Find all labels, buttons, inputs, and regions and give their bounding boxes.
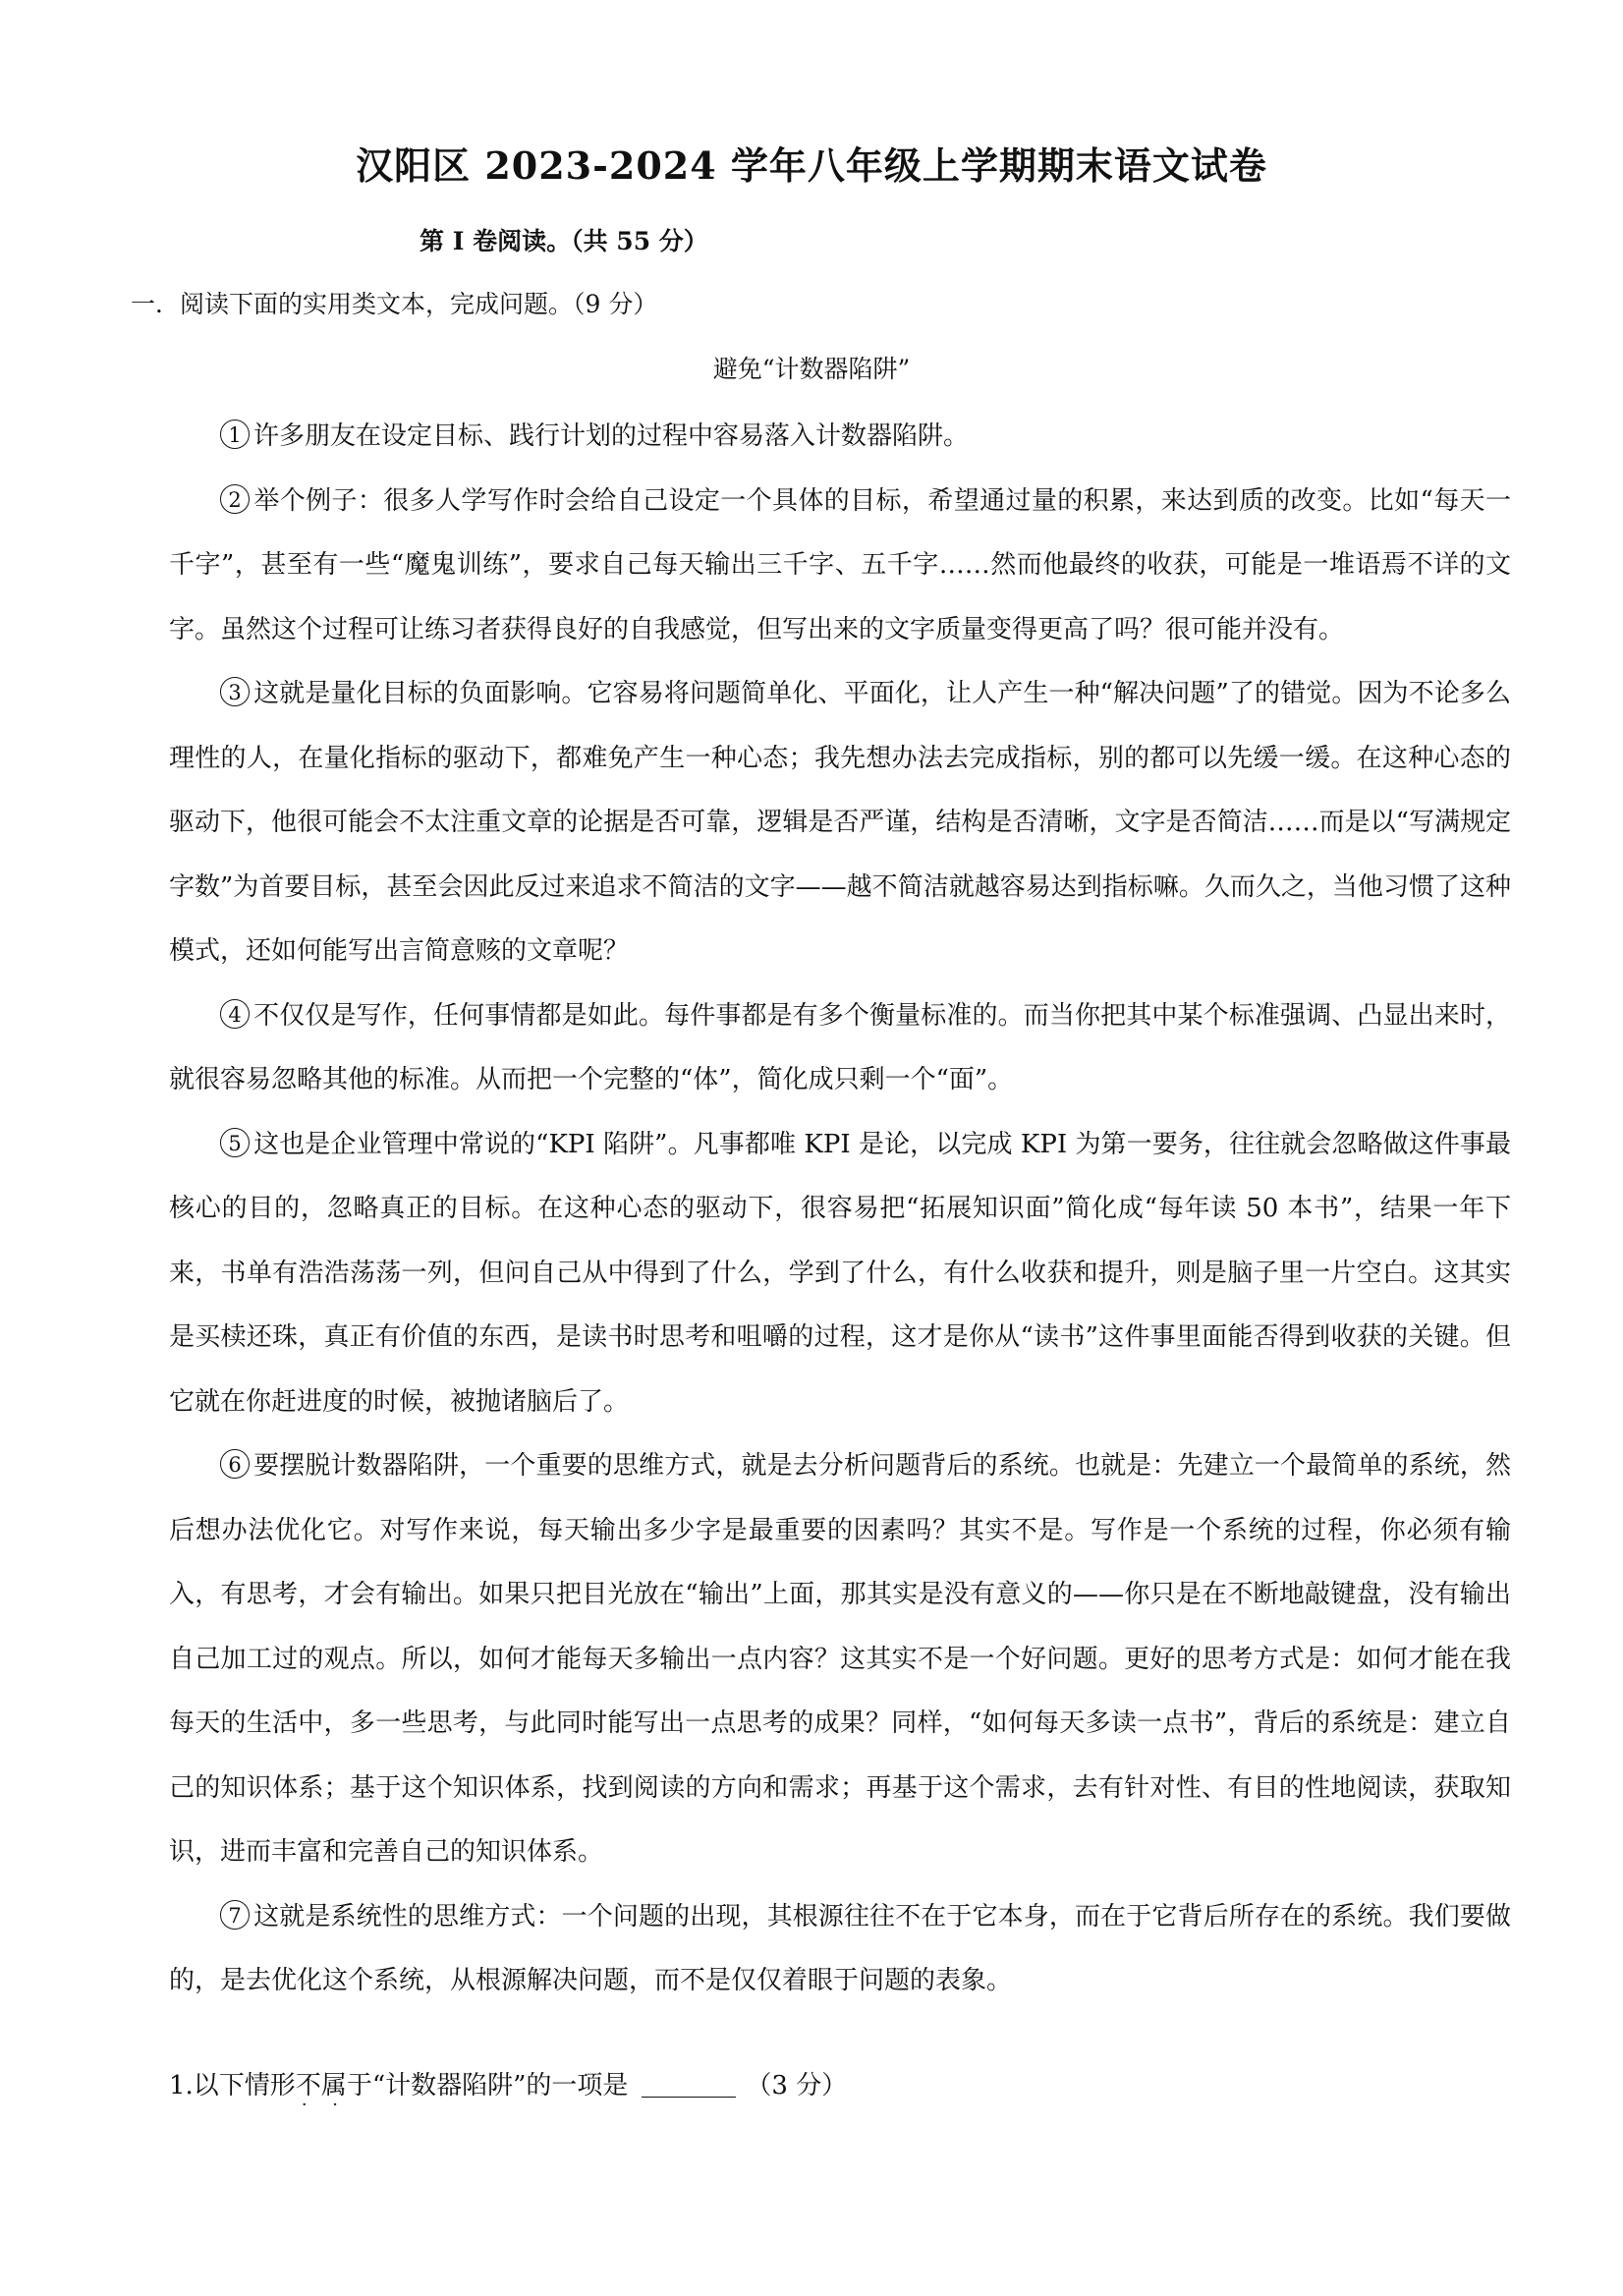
paragraph-number: 5 [220,1128,250,1157]
paragraph-3 [169,662,1511,984]
paragraph-4 [169,984,1511,1113]
paragraph-7 [169,1885,1511,2014]
paragraph-number: 7 [220,1900,250,1930]
paragraph-text: 许多朋友在设定目标、践行计划的过程中容易落入计数器陷阱。 [253,421,970,451]
section-heading: 第 I 卷阅读。（共 55 分） [420,227,708,255]
paragraph-text: 这就是量化目标的负面影响。它容易将问题简单化、平面化，让人产生一种“解决问题”了的错觉。因为不论多么理性的人，在量化指标的驱动下，都难免产生一种心态；我先想办法去完成指标，别的都可以先缓一缓。在这种心态的驱动下，他很可能会不太注重文章的论据是否可靠，逻辑是否严谨，结构是否清晰，文字是否简洁……而是以“写满规定字数”为首要目标，甚至会因此反过来追求不简洁的文字——越不简洁就越容易达到指标嘛。久而久之，当他习惯了这种模式，还如何能写出言简意赅的文章呢？ [169,679,1511,966]
article-title: 避免“计数器陷阱” [712,355,911,383]
question-1-score: （3 分） [746,2071,848,2100]
paragraph-number: 6 [220,1449,250,1479]
question-1 [169,2065,847,2101]
paragraph-number: 4 [220,999,250,1029]
paragraph-1 [169,405,1511,470]
paragraph-2 [169,470,1511,663]
exam-title: 汉阳区 2023-2024 学年八年级上学期期末语文试卷 [356,143,1267,188]
question-1-prefix: 1.以下情形 [169,2071,296,2100]
paragraph-text: 这也是企业管理中常说的“KPI 陷阱”。凡事都唯 KPI 是论，以完成 KPI 为第一要务，往往就会忽略做这件事最核心的目的，忽略真正的目标。在这种心态的驱动下，很容易把“拓展知识面”简化成“每年读 50 本书”，结果一年下来，书单有浩浩荡荡一列，但问自己从中得到了什么，学到了什么，有什么收获和提升，则是脑子里一片空白。这其实是买椟还珠，真正有价值的东西，是读书时思考和咀嚼的过程，这才是你从“读书”这件事里面能否得到收获的关键。但它就在你赶进度的时候，被抛诸脑后了。 [169,1129,1511,1417]
paragraph-number: 3 [220,677,250,706]
paragraph-number: 2 [220,484,250,514]
paragraph-number: 1 [220,420,250,449]
paragraph-text: 这就是系统性的思维方式：一个问题的出现，其根源往往不在于它本身，而在于它背后所存在的系统。我们要做的，是去优化这个系统，从根源解决问题，而不是仅仅着眼于问题的表象。 [169,1901,1511,1995]
article-body [169,405,1511,2014]
question-heading: 一．阅读下面的实用类文本，完成问题。（9 分） [131,290,658,318]
paragraph-5 [169,1113,1511,1435]
paragraph-text: 举个例子：很多人学写作时会给自己设定一个具体的目标，希望通过量的积累，来达到质的改变。比如“每天一千字”，甚至有一些“魔鬼训练”，要求自己每天输出三千字、五千字……然而他最终的收获，可能是一堆语焉不详的文字。虽然这个过程可让练习者获得良好的自我感觉，但写出来的文字质量变得更高了吗？很可能并没有。 [169,485,1511,644]
question-1-stem: “计数器陷阱”的一项是 [371,2071,629,2100]
paragraph-text: 要摆脱计数器陷阱，一个重要的思维方式，就是去分析问题背后的系统。也就是：先建立一个最简单的系统，然后想办法优化它。对写作来说，每天输出多少字是最重要的因素吗？其实不是。写作是一个系统的过程，你必须有输入，有思考，才会有输出。如果只把目光放在“输出”上面，那其实是没有意义的——你只是在不断地敲键盘，没有输出自己加工过的观点。所以，如何才能每天多输出一点内容？这其实不是一个好问题。更好的思考方式是：如何才能在我每天的生活中，多一些思考，与此同时能写出一点思考的成果？同样，“如何每天多读一点书”，背后的系统是：建立自己的知识体系；基于这个知识体系，找到阅读的方向和需求；再基于这个需求，去有针对性、有目的性地阅读，获取知识，进而丰富和完善自己的知识体系。 [169,1451,1511,1867]
answer-blank[interactable] [642,2077,736,2098]
paragraph-6 [169,1434,1511,1885]
paragraph-text: 不仅仅是写作，任何事情都是如此。每件事都是有多个衡量标准的。而当你把其中某个标准强调、凸显出来时，就很容易忽略其他的标准。从而把一个完整的“体”，简化成只剩一个“面”。 [169,1000,1511,1094]
question-1-emphasis: 不属于 · · [296,2071,372,2100]
